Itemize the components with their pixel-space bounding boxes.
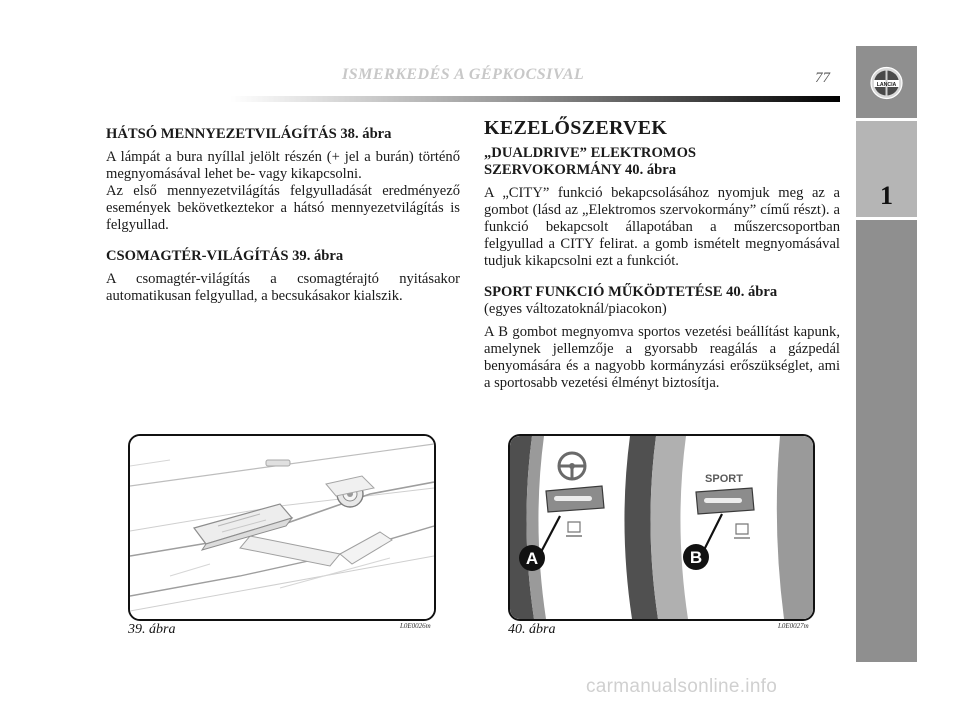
- label-a: A: [525, 549, 539, 568]
- heading-text: „DUALDRIVE” ELEKTROMOS: [484, 145, 697, 161]
- figure-40-code: L0E0027m: [778, 622, 809, 630]
- chapter-number: 1: [880, 181, 893, 210]
- left-column: [106, 126, 460, 305]
- right-column: [484, 117, 840, 392]
- figure-ref: 38. ábra: [340, 126, 392, 142]
- label-b: B: [689, 548, 703, 567]
- heading-text: SPORT FUNKCIÓ MŰKÖDTETÉSE: [484, 284, 723, 300]
- heading-text: CSOMAGTÉR-VILÁGÍTÁS: [106, 248, 289, 264]
- sport-label: SPORT: [705, 473, 743, 485]
- chapter-box: [856, 121, 917, 217]
- section-heading-trunk-light: [106, 248, 460, 265]
- section-heading-dualdrive: [484, 145, 840, 179]
- city-button: [546, 486, 604, 512]
- subheading: (egyes változatoknál/piacokon): [484, 301, 667, 317]
- heading-text: SZERVOKORMÁNY: [484, 162, 622, 178]
- figure-ref: 40. ábra: [726, 284, 778, 300]
- chapter-side-tab: [856, 46, 917, 662]
- figure-ref: 40. ábra: [624, 162, 677, 178]
- figure-40-caption: 40. ábra: [508, 622, 556, 637]
- logo-text: LANCIA: [876, 81, 897, 88]
- figure-40-control-buttons: [508, 434, 815, 621]
- paragraph: A B gombot megnyomva sportos vezetési beállítást kapunk, amelynek jellemzője a gyorsabb reagálás a gázpedál benyomására és a nagyobb kormányzási erőszükséglet, ami a sportosabb vezetési élményt biztosítja.: [484, 324, 840, 391]
- sport-button: [696, 488, 754, 514]
- running-header-title: ISMERKEDÉS A GÉPKOCSIVAL: [342, 66, 585, 83]
- figure-ref: 39. ábra: [292, 248, 344, 264]
- heading-text: HÁTSÓ MENNYEZETVILÁGÍTÁS: [106, 126, 337, 142]
- header-rule: [230, 96, 840, 102]
- figure-39-trunk-light: [128, 434, 436, 621]
- section-heading-rear-light: [106, 126, 460, 143]
- logo-area: [856, 46, 917, 119]
- section-heading-sport: [484, 284, 840, 301]
- watermark: carmanualsonline.info: [586, 676, 778, 697]
- page-number: 77: [815, 70, 830, 86]
- paragraph: A „CITY” funkció bekapcsolásához nyomjuk meg az a gombot (lásd az „Elektromos szervokormány” című részt). a funkció bekapcsolt állapotában a műszercsoportban felgyullad a CITY felirat. a gomb ismételt megnyomásával tudjuk kikapcsolni ezt a funkciót.: [484, 185, 840, 269]
- figure-39-caption: 39. ábra: [128, 622, 176, 637]
- paragraph: A csomagtér-világítás a csomagtérajtó nyitásakor automatikusan felgyullad, a becsukásakor kialszik.: [106, 271, 460, 304]
- tab-divider-bottom: [856, 217, 917, 220]
- lancia-shield-icon: [870, 66, 903, 102]
- main-heading: KEZELŐSZERVEK: [484, 117, 668, 139]
- control-buttons-illustration: [510, 436, 813, 619]
- figure-39-code: L0E0026m: [400, 622, 431, 630]
- paragraph: Az első mennyezetvilágítás felgyulladását eredményező események bekövetkeztekor a hátsó mennyezetvilágítás is felgyullad.: [106, 183, 460, 233]
- paragraph: A lámpát a bura nyíllal jelölt részén (+ jel a burán) történő megnyomásával lehet be- vagy kikapcsolni.: [106, 149, 460, 182]
- trunk-light-illustration: [130, 436, 434, 619]
